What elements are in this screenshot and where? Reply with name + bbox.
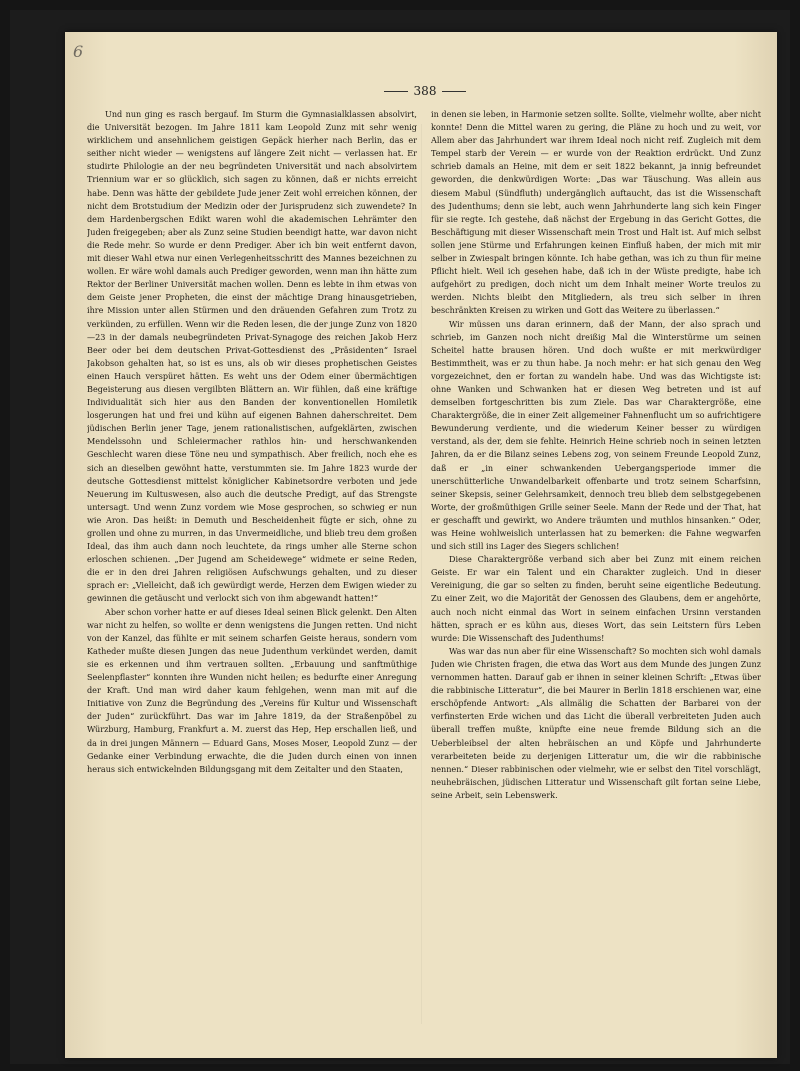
paragraph: Wir müssen uns daran erinnern, daß der Mann, der also sprach und schrieb, im Ganzen noch nicht dreißig Mal die Winterstürme um seinen Scheitel hatte brausen hören. Und doch wußte er mit merkwürdiger Bestimmtheit, was er zu thun habe. Ja noch mehr: er hat sich genau den Weg vorgezeichnet, den er fortan zu wandeln habe. Und was das Wichtigste ist: ohne Wanken und Schwanken hat er diesen Weg betreten und ist auf demselben fortgeschritten bis zum Ziele. Das war Charaktergröße, eine Charaktergröße, die in einer Zeit allgemeiner Fahnenflucht um so aufrichtigere Bewunderung verdiente, und die wiederum Keiner besser zu würdigen verstand, als der, dem sie fehlte. Heinrich Heine schrieb noch in seinen letzten Jahren, da er die Bilanz seines Lebens zog, von seinem Freunde Leopold Zunz, daß er „in einer schwankenden Uebergangsperiode immer die unerschütterliche Unwandelbarkeit offenbarte und trotz seinem Scharfsinn, seiner Skepsis, seiner Gelehrsamkeit, dennoch treu blieb dem selbstgegebenen Worte, der großmüthigen Grille seiner Seele. Mann der Rede und der That, hat er geschafft und gewirkt, wo Andere träumten und muthlos hinsanken.“ Oder, was Heine wohlweislich unterlassen hat zu bemerken: die Fahne wegwarfen und sich still ins Lager des Siegers schlichen! [431, 318, 761, 552]
paragraph: Aber schon vorher hatte er auf dieses Ideal seinen Blick gelenkt. Den Alten war nicht zu helfen, so wollte er denn wenigstens die Jungen retten. Und nicht von der Kanzel, das fühlte er mit seinem scharfen Geiste heraus, sondern vom Katheder mußte diesen Jungen das neue Judenthum verkündet werden, damit sie es erkennen und ihm vertrauen sollten. „Erbauung und sanftmüthige Seelenpflaster“ konnten ihre Wunden nicht heilen; es bedurfte einer Anregung der Kraft. Und man wird daher kaum fehlgehen, wenn man mit auf die Initiative von Zunz die Begründung des „Vereins für Kultur und Wissenschaft der Juden“ zurückführt. Das war im Jahre 1819, da der Straßenpöbel zu Würzburg, Hamburg, Frankfurt a. M. zuerst das Hep, Hep erschallen ließ, und da in drei jungen Männern — Eduard Gans, Moses Moser, Leopold Zunz — der Gedanke einer Verbindung erwachte, die die Juden durch einen von innen heraus sich entwickelnden Bildungsgang mit dem Zeitalter und den Staaten, [87, 606, 417, 774]
paragraph: Was war das nun aber für eine Wissenschaft? So mochten sich wohl damals Juden wie Christen fragen, die etwa das Wort aus dem Munde des jungen Zunz vernommen hatten. Darauf gab er ihnen in seiner kleinen Schrift: „Etwas über die rabbinische Litteratur“, die bei Maurer in Berlin 1818 erschienen war, eine erschöpfende Antwort: „Als allmälig die Schatten der Barbarei von der verfinsterten Erde wichen und das Licht die überall verbreiteten Juden auch überall treffen mußte, knüpfte eine neue fremde Bildung sich an die Ueberbleibsel der alten hebräischen an und Köpfe und Jahrhunderte verarbeiteten beide zu derjenigen Litteratur um, die wir die rabbinische nennen.“ Dieser rabbinischen oder vielmehr, wie er selbst den Titel vorschlägt, neuhebräischen, jüdischen Litteratur und Wissenschaft gilt fortan seine Liebe, seine Arbeit, sein Lebenswerk. [431, 645, 761, 800]
paragraph-continuation: in denen sie leben, in Harmonie setzen sollte. Sollte, vielmehr wollte, aber nicht konnte! Denn die Mittel waren zu gering, die Pläne zu hoch und zu weit, vor Allem aber das Jahrhundert war ihrem Ideal noch nicht reif. Zugleich mit dem Tempel starb der Verein — er wurde von der Reaktion erdrückt. Und Zunz schrieb damals an Heine, mit dem er seit 1822 bekannt, ja innig befreundet geworden, die denkwürdigen Worte: „Das war Täuschung. Was allein aus diesem Mabul (Sündfluth) undergänglich auftaucht, das ist die Wissenschaft des Judenthums; denn sie lebt, auch wenn Jahrhunderte lang sich kein Finger für sie regte. Ich gestehe, daß nächst der Ergebung in das Gericht Gottes, die Beschäftigung mit dieser Wissenschaft mein Trost und Halt ist. Auf mich selbst sollen jene Stürme und Erfahrungen keinen Einfluß haben, der mich mit mir selber in Zwiespalt bringen könnte. Ich habe gethan, was ich zu thun für meine Pflicht hielt. Weil ich gesehen habe, daß ich in der Wüste predigte, habe ich aufgehört zu predigen, doch nicht um dem Inhalt meiner Worte treulos zu werden. Nichts bleibt den Mitgliedern, als treu sich selber in ihren beschränkten Kreisen zu wirken und Gott das Weitere zu überlassen.“ [431, 109, 761, 316]
page-number: 388 [413, 84, 437, 98]
left-column [87, 108, 417, 1038]
paragraph: Und nun ging es rasch bergauf. Im Sturm die Gymnasialklassen absolvirt, die Universität bezogen. Im Jahre 1811 kam Leopold Zunz mit sehr wenig wirklichem und ansehnlichem geistigen Gepäck hierher nach Berlin, das er seither nicht wieder — wenigstens auf längere Zeit nicht — verlassen hat. Er studirte Philologie an der neu begründeten Universität und nach absolvirtem Triennium war er so glücklich, sich sagen zu können, daß er nichts erreicht habe. Denn was hätte der gebildete Jude jener Zeit wohl erreichen können, der nicht dem Brotstudium der Medizin oder der Jurisprudenz sich zuwendete? In dem Hardenbergschen Edikt waren wohl die akademischen Lehrämter den Juden freigegeben; aber als Zunz seine Studien beendigt hatte, war davon nicht die Rede mehr. So wurde er denn Prediger. Aber ich bin weit entfernt davon, mit dieser Wahl etwa nur einen Verlegenheitsschritt des Mannes bezeichnen zu wollen. Er wäre wohl damals auch Prediger geworden, wenn man ihn hätte zum Rektor der Berliner Universität machen wollen. Denn es lebte in ihm etwas von dem Geiste jener Propheten, die einst der mächtige Drang hinausgetrieben, ihre Mission unter allen Stürmen und den dräuenden Gefahren zum Trotz zu verkünden, zu erfüllen. Wenn wir die Reden lesen, die der junge Zunz von 1820—23 in der damals neubegründeten Privat-Synagoge des reichen Jakob Herz Beer oder bei dem deutschen Privat-Gottesdienst des „Präsidenten“ Israel Jakobson gehalten hat, so ist es uns, als ob wir dieses prophetischen Geistes einen Hauch verspüret hätten. Es weht uns der Odem einer übermächtigen Begeisterung aus diesen vergilbten Blättern an. Wir fühlen, daß eine kräftige Individualität sich hier aus den Banden der konventionellen Homiletik losgerungen hat und frei und kühn auf eigenen Bahnen daherschreitet. Dem jüdischen Berlin jener Tage, jenem rationalistischen, aufgeklärten, zwischen Mendelssohn und Schleiermacher rathlos hin- und herschwankenden Geschlecht waren diese Töne neu und sympathisch. Aber freilich, noch ehe es sich an dieselben gewöhnt hatte, verstummten sie. Im Jahre 1823 wurde der deutsche Gottesdienst mittelst königlicher Kabinetsordre verboten und jede Neuerung im Kultuswesen, also auch die deutsche Predigt, auf das Strengste untersagt. Und wenn Zunz vordem wie Mose gesprochen, so schwieg er nun wie Aron. Das heißt: in Demuth und Bescheidenheit fügte er sich, ohne zu grollen und ohne zu murren, in das Unvermeidliche, und blieb treu dem großen Ideal, das ihm auch dann noch leuchtete, da rings umher alle Sterne schon erloschen schienen. „Der Jugend am Scheidewege“ widmete er seine Reden, die er in den drei Jahren religiösen Aufschwungs gehalten, und zu dieser sprach er: „Vielleicht, daß ich gewürdigt werde, Herzen dem Ewigen wieder zu gewinnen die getäuscht und verlockt sich von ihm abgewandt hatten!“ [87, 109, 417, 604]
document-page [65, 32, 777, 1058]
header-rule-right [442, 91, 466, 92]
header-rule-left [384, 91, 408, 92]
scan-background [10, 10, 790, 1064]
page-number-header [365, 84, 485, 98]
corner-pencil-mark: 6 [73, 42, 84, 61]
paragraph: Diese Charaktergröße verband sich aber bei Zunz mit einem reichen Geiste. Er war ein Talent und ein Charakter zugleich. Und in dieser Vereinigung, die gar so selten zu finden, beruht seine eigentliche Bedeutung. Zu einer Zeit, wo die Majorität der Genossen des Glaubens, dem er angehörte, auch noch nicht einmal das Wort in seinem einfachen Ursinn verstanden hätten, sprach er es kühn aus, dieses Wort, das sein Leitstern fürs Leben wurde: Die Wissenschaft des Judenthums! [431, 554, 761, 643]
column-gutter [421, 124, 422, 1024]
right-column [431, 108, 761, 1038]
